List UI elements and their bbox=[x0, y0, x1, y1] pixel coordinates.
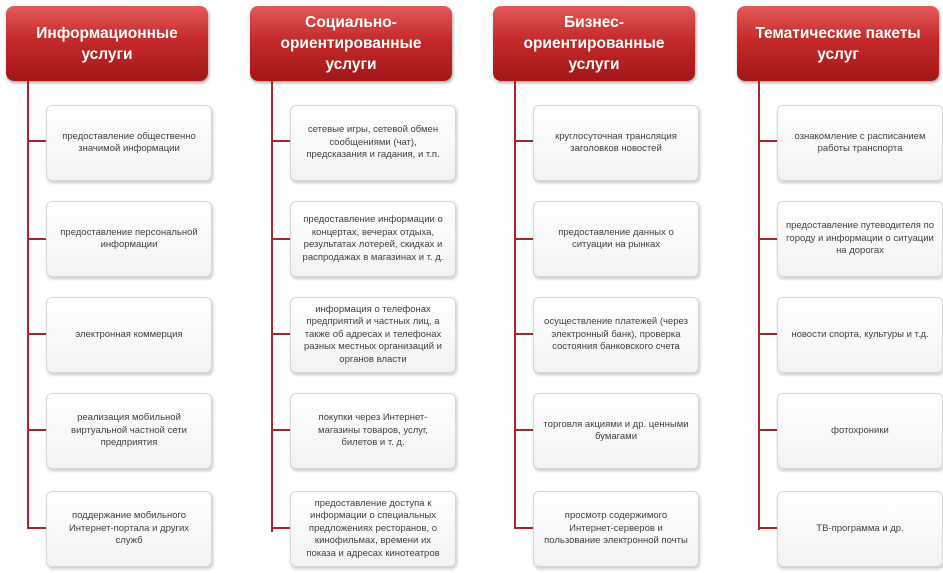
connector-branch bbox=[271, 333, 290, 335]
service-card-text: осуществление платежей (через электронный банк), проверка состояния банковского счета bbox=[544, 316, 688, 353]
service-card-text: просмотр содержимого Интернет-серверов и пользование электронной почты bbox=[544, 510, 688, 547]
connector-branch bbox=[758, 140, 777, 142]
service-card bbox=[533, 491, 699, 567]
service-card bbox=[46, 105, 212, 181]
service-card bbox=[777, 297, 943, 373]
service-card bbox=[290, 297, 456, 373]
service-card bbox=[777, 105, 943, 181]
service-card-text: поддержание мобильного Интернет-портала и других служб bbox=[68, 510, 190, 547]
column-title: Информационные услуги bbox=[36, 24, 178, 63]
column-header bbox=[737, 6, 939, 81]
service-card-text: предоставление путеводителя по городу и информации о ситуации на дорогах bbox=[786, 220, 934, 257]
service-card-text: круглосуточная трансляция заголовков новостей bbox=[555, 130, 677, 154]
service-card bbox=[777, 491, 943, 567]
service-card-text: электронная коммерция bbox=[75, 328, 183, 340]
connector-branch bbox=[271, 429, 290, 431]
column-title: Бизнес-ориентированные услуги bbox=[523, 14, 665, 73]
connector-branch bbox=[758, 238, 777, 240]
connector-branch bbox=[514, 527, 533, 529]
service-card-text: покупки через Интернет-магазины товаров, услуг, билетов и т. д. bbox=[318, 412, 428, 449]
service-card bbox=[290, 491, 456, 567]
connector-branch bbox=[271, 238, 290, 240]
connector-branch bbox=[27, 429, 46, 431]
service-card-text: предоставление данных о ситуации на рынках bbox=[558, 226, 674, 250]
connector-spine bbox=[27, 81, 29, 529]
column-business-services bbox=[487, 0, 697, 573]
service-card bbox=[533, 393, 699, 469]
column-social-services bbox=[244, 0, 454, 573]
connector-branch bbox=[514, 429, 533, 431]
service-card-text: сетевые игры, сетевой обмен сообщениями (чат), предсказания и гадания, и т.п. bbox=[306, 124, 440, 161]
connector-branch bbox=[514, 333, 533, 335]
service-card-text: новости спорта, культуры и т.д. bbox=[791, 328, 929, 340]
service-card-text: предоставление персональной информации bbox=[60, 226, 198, 250]
connector-branch bbox=[758, 333, 777, 335]
service-card-text: предоставление общественно значимой информации bbox=[62, 130, 196, 154]
connector-branch bbox=[758, 527, 777, 529]
service-card bbox=[46, 491, 212, 567]
service-card-text: информация о телефонах предприятий и частных лиц, а также об адресах и телефонах разных местных организаций и органов власти bbox=[304, 303, 442, 365]
service-card-text: предоставление информации о концертах, вечерах отдыха, результатах лотерей, скидках и распродажах в магазинах и т. д. bbox=[302, 214, 444, 263]
connector-branch bbox=[271, 527, 290, 529]
connector-branch bbox=[27, 527, 46, 529]
service-card bbox=[533, 201, 699, 277]
connector-branch bbox=[27, 238, 46, 240]
column-header bbox=[493, 6, 695, 81]
service-card bbox=[46, 393, 212, 469]
service-card bbox=[533, 105, 699, 181]
column-title: Социально-ориентированные услуги bbox=[280, 14, 422, 73]
connector-branch bbox=[758, 429, 777, 431]
column-thematic-packages bbox=[731, 0, 941, 573]
service-card bbox=[46, 297, 212, 373]
connector-branch bbox=[514, 238, 533, 240]
service-card bbox=[290, 105, 456, 181]
service-card-text: ТВ-программа и др. bbox=[816, 522, 904, 534]
connector-branch bbox=[271, 140, 290, 142]
connector-spine bbox=[514, 81, 516, 527]
service-card-text: фотохроники bbox=[831, 424, 889, 436]
service-card-text: ознакомление с расписанием работы транспорта bbox=[794, 130, 926, 154]
connector-branch bbox=[514, 140, 533, 142]
service-card bbox=[290, 201, 456, 277]
service-card bbox=[777, 201, 943, 277]
connector-spine bbox=[758, 81, 760, 530]
service-card bbox=[46, 201, 212, 277]
column-header bbox=[250, 6, 452, 81]
service-card-text: реализация мобильной виртуальной частной сети предприятия bbox=[71, 412, 187, 449]
connector-branch bbox=[27, 333, 46, 335]
connector-spine bbox=[271, 81, 273, 532]
column-title: Тематические пакеты услуг bbox=[755, 24, 921, 63]
column-header bbox=[6, 6, 208, 81]
connector-branch bbox=[27, 140, 46, 142]
service-card bbox=[777, 393, 943, 469]
service-card bbox=[290, 393, 456, 469]
service-card-text: торговля акциями и др. ценными бумагами bbox=[543, 418, 689, 442]
service-card bbox=[533, 297, 699, 373]
service-card-text: предоставление доступа к информации о специальных предложениях ресторанов, о кинофильмах, времени их показа и адресах кинотеатров bbox=[306, 497, 440, 559]
column-information-services bbox=[0, 0, 210, 573]
